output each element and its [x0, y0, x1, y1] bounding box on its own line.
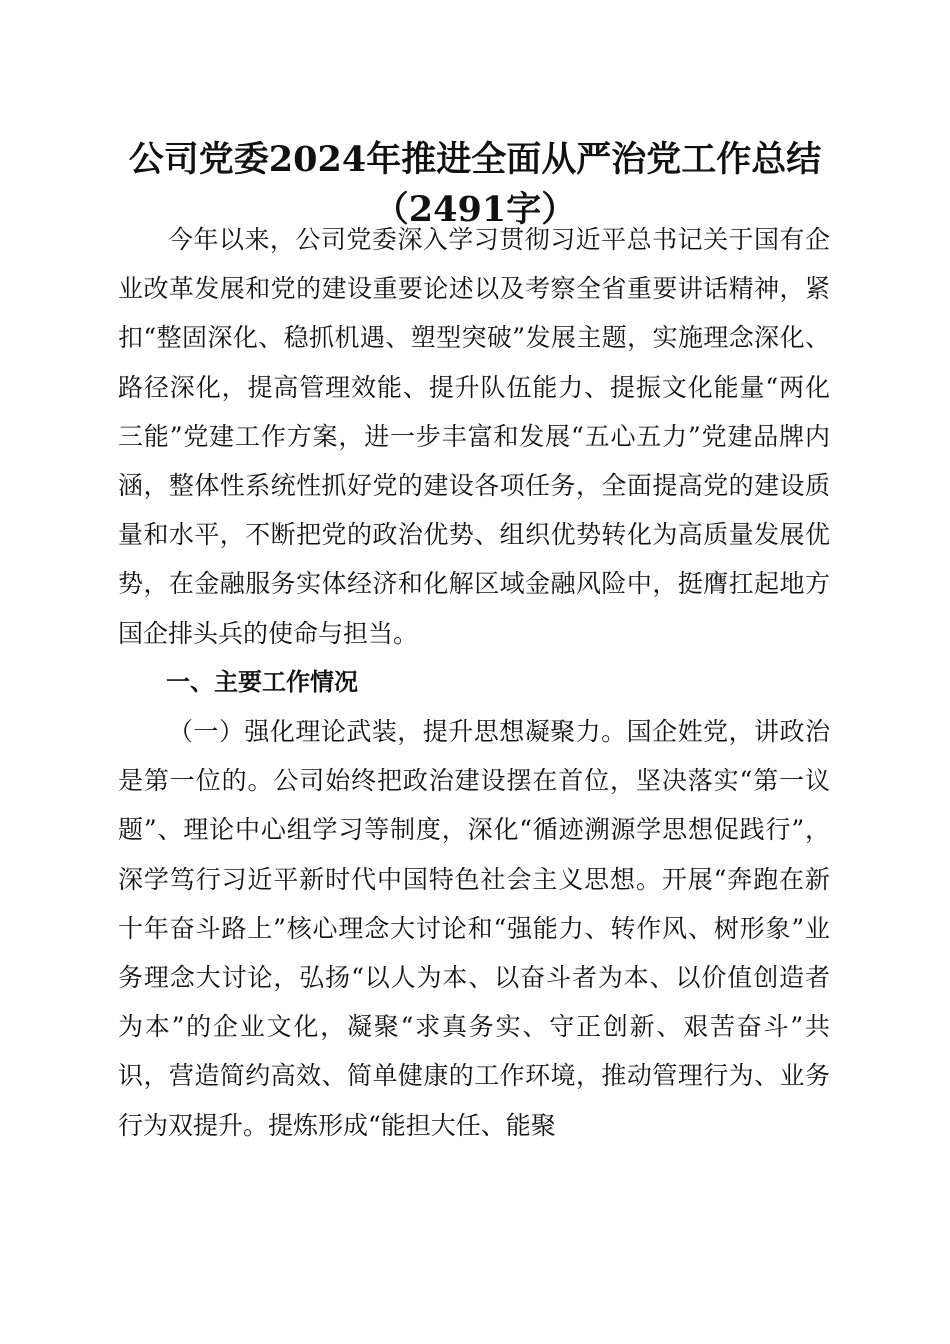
document-body — [118, 215, 830, 1150]
subsection-lead: （一）强化理论武装，提升思想凝聚力。 — [168, 717, 627, 747]
document-title: 公司党委2024年推进全面从严治党工作总结 — [128, 139, 822, 180]
subsection-paragraph-theory — [118, 707, 830, 1150]
subsection-body: 国企姓党，讲政治是第一位的。公司始终把政治建设摆在首位，坚决落实“第一议题”、理论中心组学习等制度，深化“循迹溯源学思想促践行”，深学笃行习近平新时代中国特色社会主义思想。开展“奔跑在新十年奋斗路上”核心理念大讨论和“强能力、转作风、树形象”业务理念大讨论，弘扬“以人为本、以奋斗者为本、以价值创造者为本”的企业文化，凝聚“求真务实、守正创新、艰苦奋斗”共识，营造简约高效、简单健康的工作环境，推动管理行为、业务行为双提升。提炼形成“能担大任、能聚 — [118, 717, 830, 1140]
section-heading-main-work: 一、主要工作情况 — [166, 667, 358, 696]
intro-paragraph: 今年以来，公司党委深入学习贯彻习近平总书记关于国有企业改革发展和党的建设重要论述以及考察全省重要讲话精神，紧扣“整固深化、稳抓机遇、塑型突破”发展主题，实施理念深化、路径深化，提高管理效能、提升队伍能力、提振文化能量“两化三能”党建工作方案，进一步丰富和发展“五心五力”党建品牌内涵，整体性系统性抓好党的建设各项任务，全面提高党的建设质量和水平，不断把党的政治优势、组织优势转化为高质量发展优势，在金融服务实体经济和化解区域金融风险中，挺膺扛起地方国企排头兵的使命与担当。 — [118, 225, 830, 648]
document-word-count: （2491字） — [373, 189, 577, 230]
